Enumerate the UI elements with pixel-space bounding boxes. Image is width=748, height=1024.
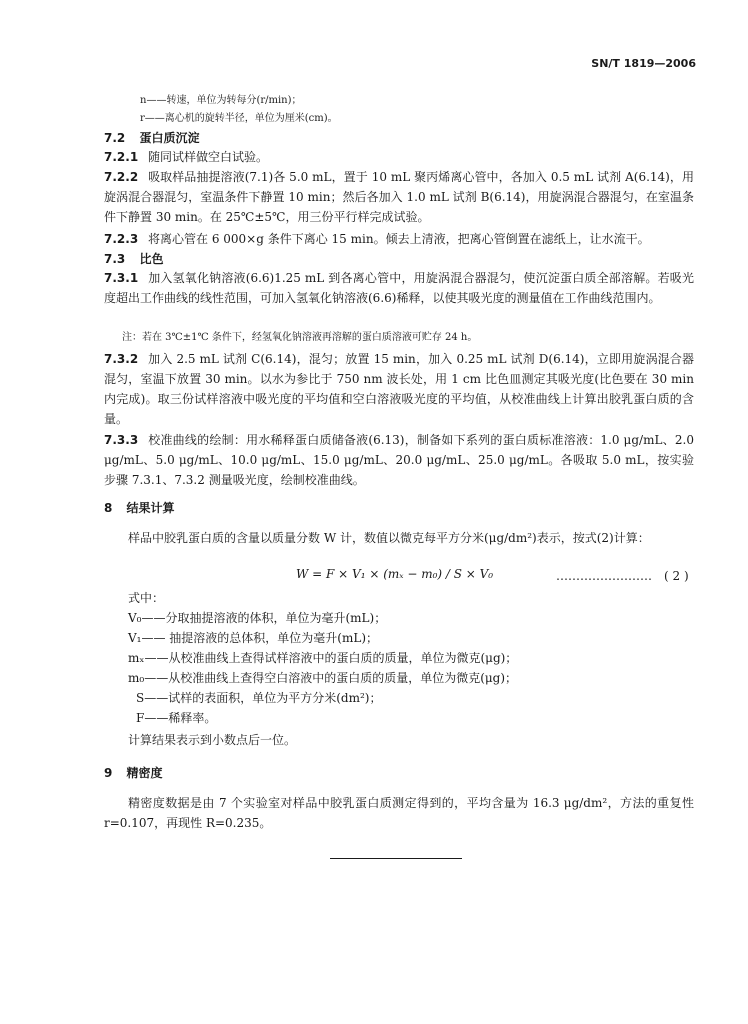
formula-expression: W = F × V₁ × (mₓ − m₀) / S × V₀ bbox=[296, 567, 494, 581]
clause-text: 将离心管在 6 000×g 条件下离心 15 min。倾去上清液，把离心管倒置在滤纸上，让水流干。 bbox=[148, 232, 650, 246]
section-title: 比色 bbox=[139, 252, 164, 266]
result-rounding-note: 计算结果表示到小数点后一位。 bbox=[128, 733, 297, 747]
def-v1: V₁—— 抽提溶液的总体积，单位为毫升(mL)； bbox=[128, 631, 379, 645]
section-7-2-heading bbox=[104, 130, 199, 146]
clause-number: 7.2.1 bbox=[104, 150, 139, 164]
section-title: 精密度 bbox=[126, 766, 163, 780]
clause-text: 吸取样品抽提溶液(7.1)各 5.0 mL，置于 10 mL 聚丙烯离心管中，各加入 0.5 mL 试剂 A(6.14)，用旋涡混合器混匀，室温条件下静置 10 min；然后各加入 1.0 mL 试剂 B(6.14)，用旋涡混合器混匀，在室温条件下静置 30 min。在 25℃±5℃，用三份平行样完成试验。 bbox=[104, 170, 694, 224]
clause-number: 7.2.3 bbox=[104, 232, 139, 246]
clause-text: 校准曲线的绘制：用水稀释蛋白质储备液(6.13)，制备如下系列的蛋白质标准溶液：1.0 μg/mL、2.0 μg/mL、5.0 μg/mL、10.0 μg/mL、15.0 μg/mL、20.0 μg/mL、25.0 μg/mL。各吸取 5.0 mL，按实验步骤 7.3.1、7.3.2 测量吸光度，绘制校准曲线。 bbox=[104, 433, 694, 487]
def-f: F——稀释率。 bbox=[136, 711, 217, 725]
section-title: 蛋白质沉淀 bbox=[139, 131, 200, 145]
section-number: 7.2 bbox=[104, 131, 126, 145]
standard-number: SN/T 1819—2006 bbox=[591, 57, 696, 70]
def-r: r——离心机的旋转半径，单位为厘米(cm)。 bbox=[140, 113, 338, 124]
def-mx: mₓ——从校准曲线上查得试样溶液中的蛋白质的质量，单位为微克(μg)； bbox=[128, 651, 518, 665]
clause-number: 7.3.1 bbox=[104, 271, 139, 285]
where-label: 式中： bbox=[128, 591, 165, 605]
section-number: 9 bbox=[104, 766, 113, 780]
formula-number: ( 2 ) bbox=[664, 569, 689, 583]
section-9-heading bbox=[104, 765, 163, 781]
section-9-text: 精密度数据是由 7 个实验室对样品中胶乳蛋白质测定得到的，平均含量为 16.3 μg/dm²，方法的重复性 r=0.107，再现性 R=0.235。 bbox=[104, 796, 694, 830]
clause-7-2-1 bbox=[104, 147, 694, 167]
note: 注：若在 3℃±1℃ 条件下，经氢氧化钠溶液再溶解的蛋白质溶液可贮存 24 h。 bbox=[122, 332, 478, 343]
end-rule bbox=[330, 858, 462, 859]
def-n: n——转速，单位为转每分(r/min)； bbox=[140, 95, 302, 106]
section-7-3-heading bbox=[104, 251, 163, 267]
clause-7-3-2 bbox=[104, 349, 694, 429]
def-v0: V₀——分取抽提溶液的体积，单位为毫升(mL)； bbox=[128, 611, 387, 625]
clause-text: 加入氢氧化钠溶液(6.6)1.25 mL 到各离心管中，用旋涡混合器混匀，使沉淀蛋白质全部溶解。若吸光度超出工作曲线的线性范围，可加入氢氧化钠溶液(6.6)稀释，以使其吸光度的测量值在工作曲线范围内。 bbox=[104, 271, 694, 305]
clause-7-2-3 bbox=[104, 229, 694, 249]
section-8-intro: 样品中胶乳蛋白质的含量以质量分数 W 计，数值以微克每平方分米(μg/dm²)表示，按式(2)计算： bbox=[128, 531, 650, 545]
def-m0: m₀——从校准曲线上查得空白溶液中的蛋白质的质量，单位为微克(μg)； bbox=[128, 671, 518, 685]
section-title: 结果计算 bbox=[126, 501, 175, 515]
clause-number: 7.3.2 bbox=[104, 352, 139, 366]
clause-number: 7.2.2 bbox=[104, 170, 139, 184]
clause-text: 随同试样做空白试验。 bbox=[148, 150, 269, 164]
clause-7-3-1 bbox=[104, 268, 694, 308]
section-number: 8 bbox=[104, 501, 113, 515]
clause-7-2-2 bbox=[104, 167, 694, 227]
section-number: 7.3 bbox=[104, 252, 126, 266]
def-s: S——试样的表面积，单位为平方分米(dm²)； bbox=[136, 691, 382, 705]
section-8-heading bbox=[104, 500, 175, 516]
formula-leader: …………………… bbox=[556, 569, 652, 583]
clause-text: 加入 2.5 mL 试剂 C(6.14)，混匀；放置 15 min，加入 0.25 mL 试剂 D(6.14)，立即用旋涡混合器混匀，室温下放置 30 min。以水为参比于 750 nm 波长处，用 1 cm 比色皿测定其吸光度(比色要在 30 min内完成)。取三份试样溶液中吸光度的平均值和空白溶液吸光度的平均值，从校准曲线上计算出胶乳蛋白质的含量。 bbox=[104, 352, 694, 426]
clause-7-3-3 bbox=[104, 430, 694, 490]
clause-number: 7.3.3 bbox=[104, 433, 139, 447]
